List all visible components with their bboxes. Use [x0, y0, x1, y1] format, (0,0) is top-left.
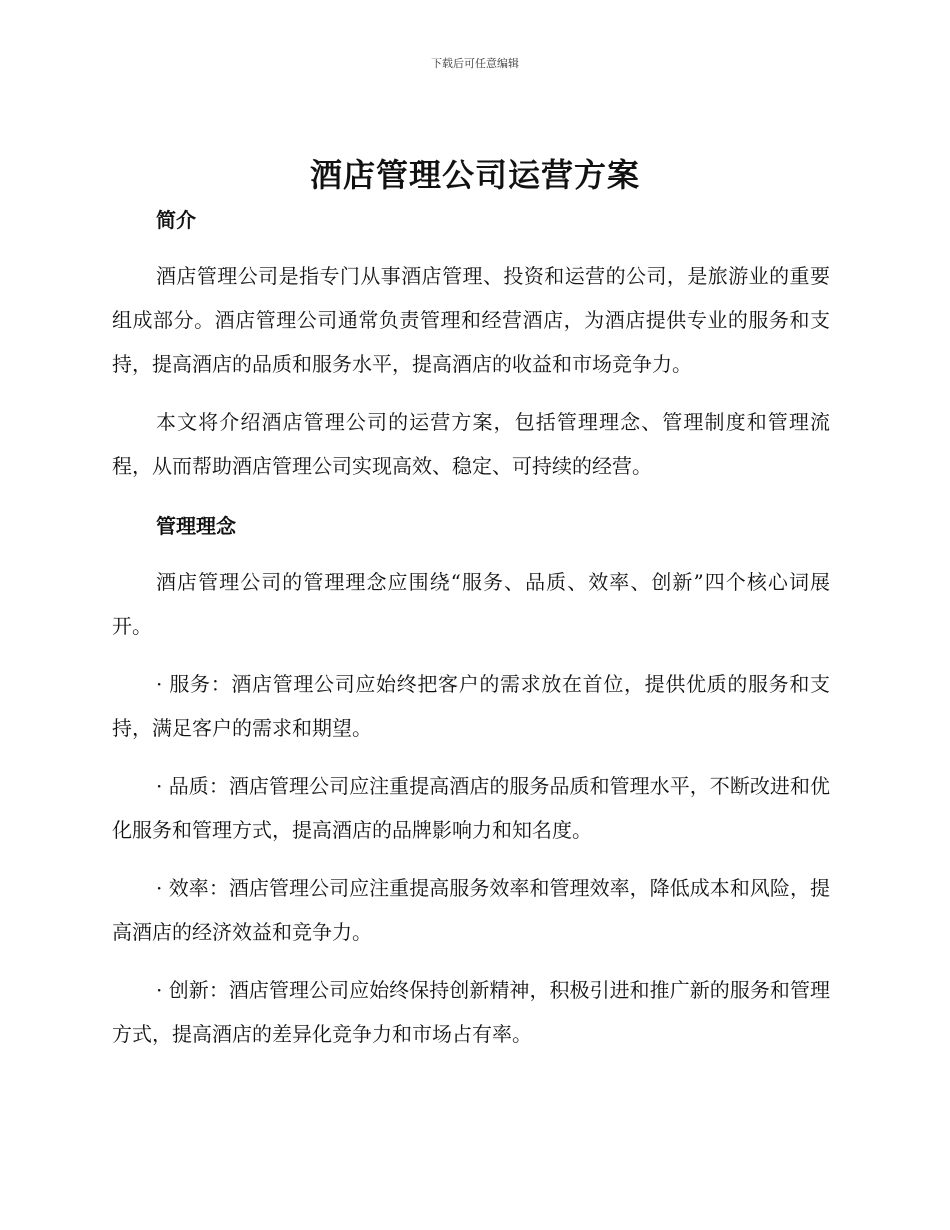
- intro-paragraph-1: 酒店管理公司是指专门从事酒店管理、投资和运营的公司，是旅游业的重要组成部分。酒店管理公司通常负责管理和经营酒店，为酒店提供专业的服务和支持，提高酒店的品质和服务水平，提高酒店的收益和市场竞争力。: [112, 264, 830, 376]
- document-title: 酒店管理公司运营方案: [309, 156, 640, 194]
- section-heading-philosophy: 管理理念: [156, 514, 236, 538]
- document-body: [112, 204, 830, 1070]
- bullet-efficiency: · 效率：酒店管理公司应注重提高服务效率和管理效率，降低成本和风险，提高酒店的经济效益和竞争力。: [112, 876, 830, 944]
- page-header-note: 下载后可任意编辑: [431, 57, 519, 70]
- bullet-innovation: · 创新：酒店管理公司应始终保持创新精神，积极引进和推广新的服务和管理方式，提高酒店的差异化竞争力和市场占有率。: [112, 978, 830, 1046]
- philosophy-paragraph: 酒店管理公司的管理理念应围绕“服务、品质、效率、创新”四个核心词展开。: [112, 570, 830, 638]
- bullet-service: · 服务：酒店管理公司应始终把客户的需求放在首位，提供优质的服务和支持，满足客户的需求和期望。: [112, 672, 830, 740]
- section-heading-intro: 简介: [156, 208, 196, 232]
- bullet-quality: · 品质：酒店管理公司应注重提高酒店的服务品质和管理水平，不断改进和优化服务和管理方式，提高酒店的品牌影响力和知名度。: [112, 774, 830, 842]
- intro-paragraph-2: 本文将介绍酒店管理公司的运营方案，包括管理理念、管理制度和管理流程，从而帮助酒店管理公司实现高效、稳定、可持续的经营。: [112, 410, 830, 478]
